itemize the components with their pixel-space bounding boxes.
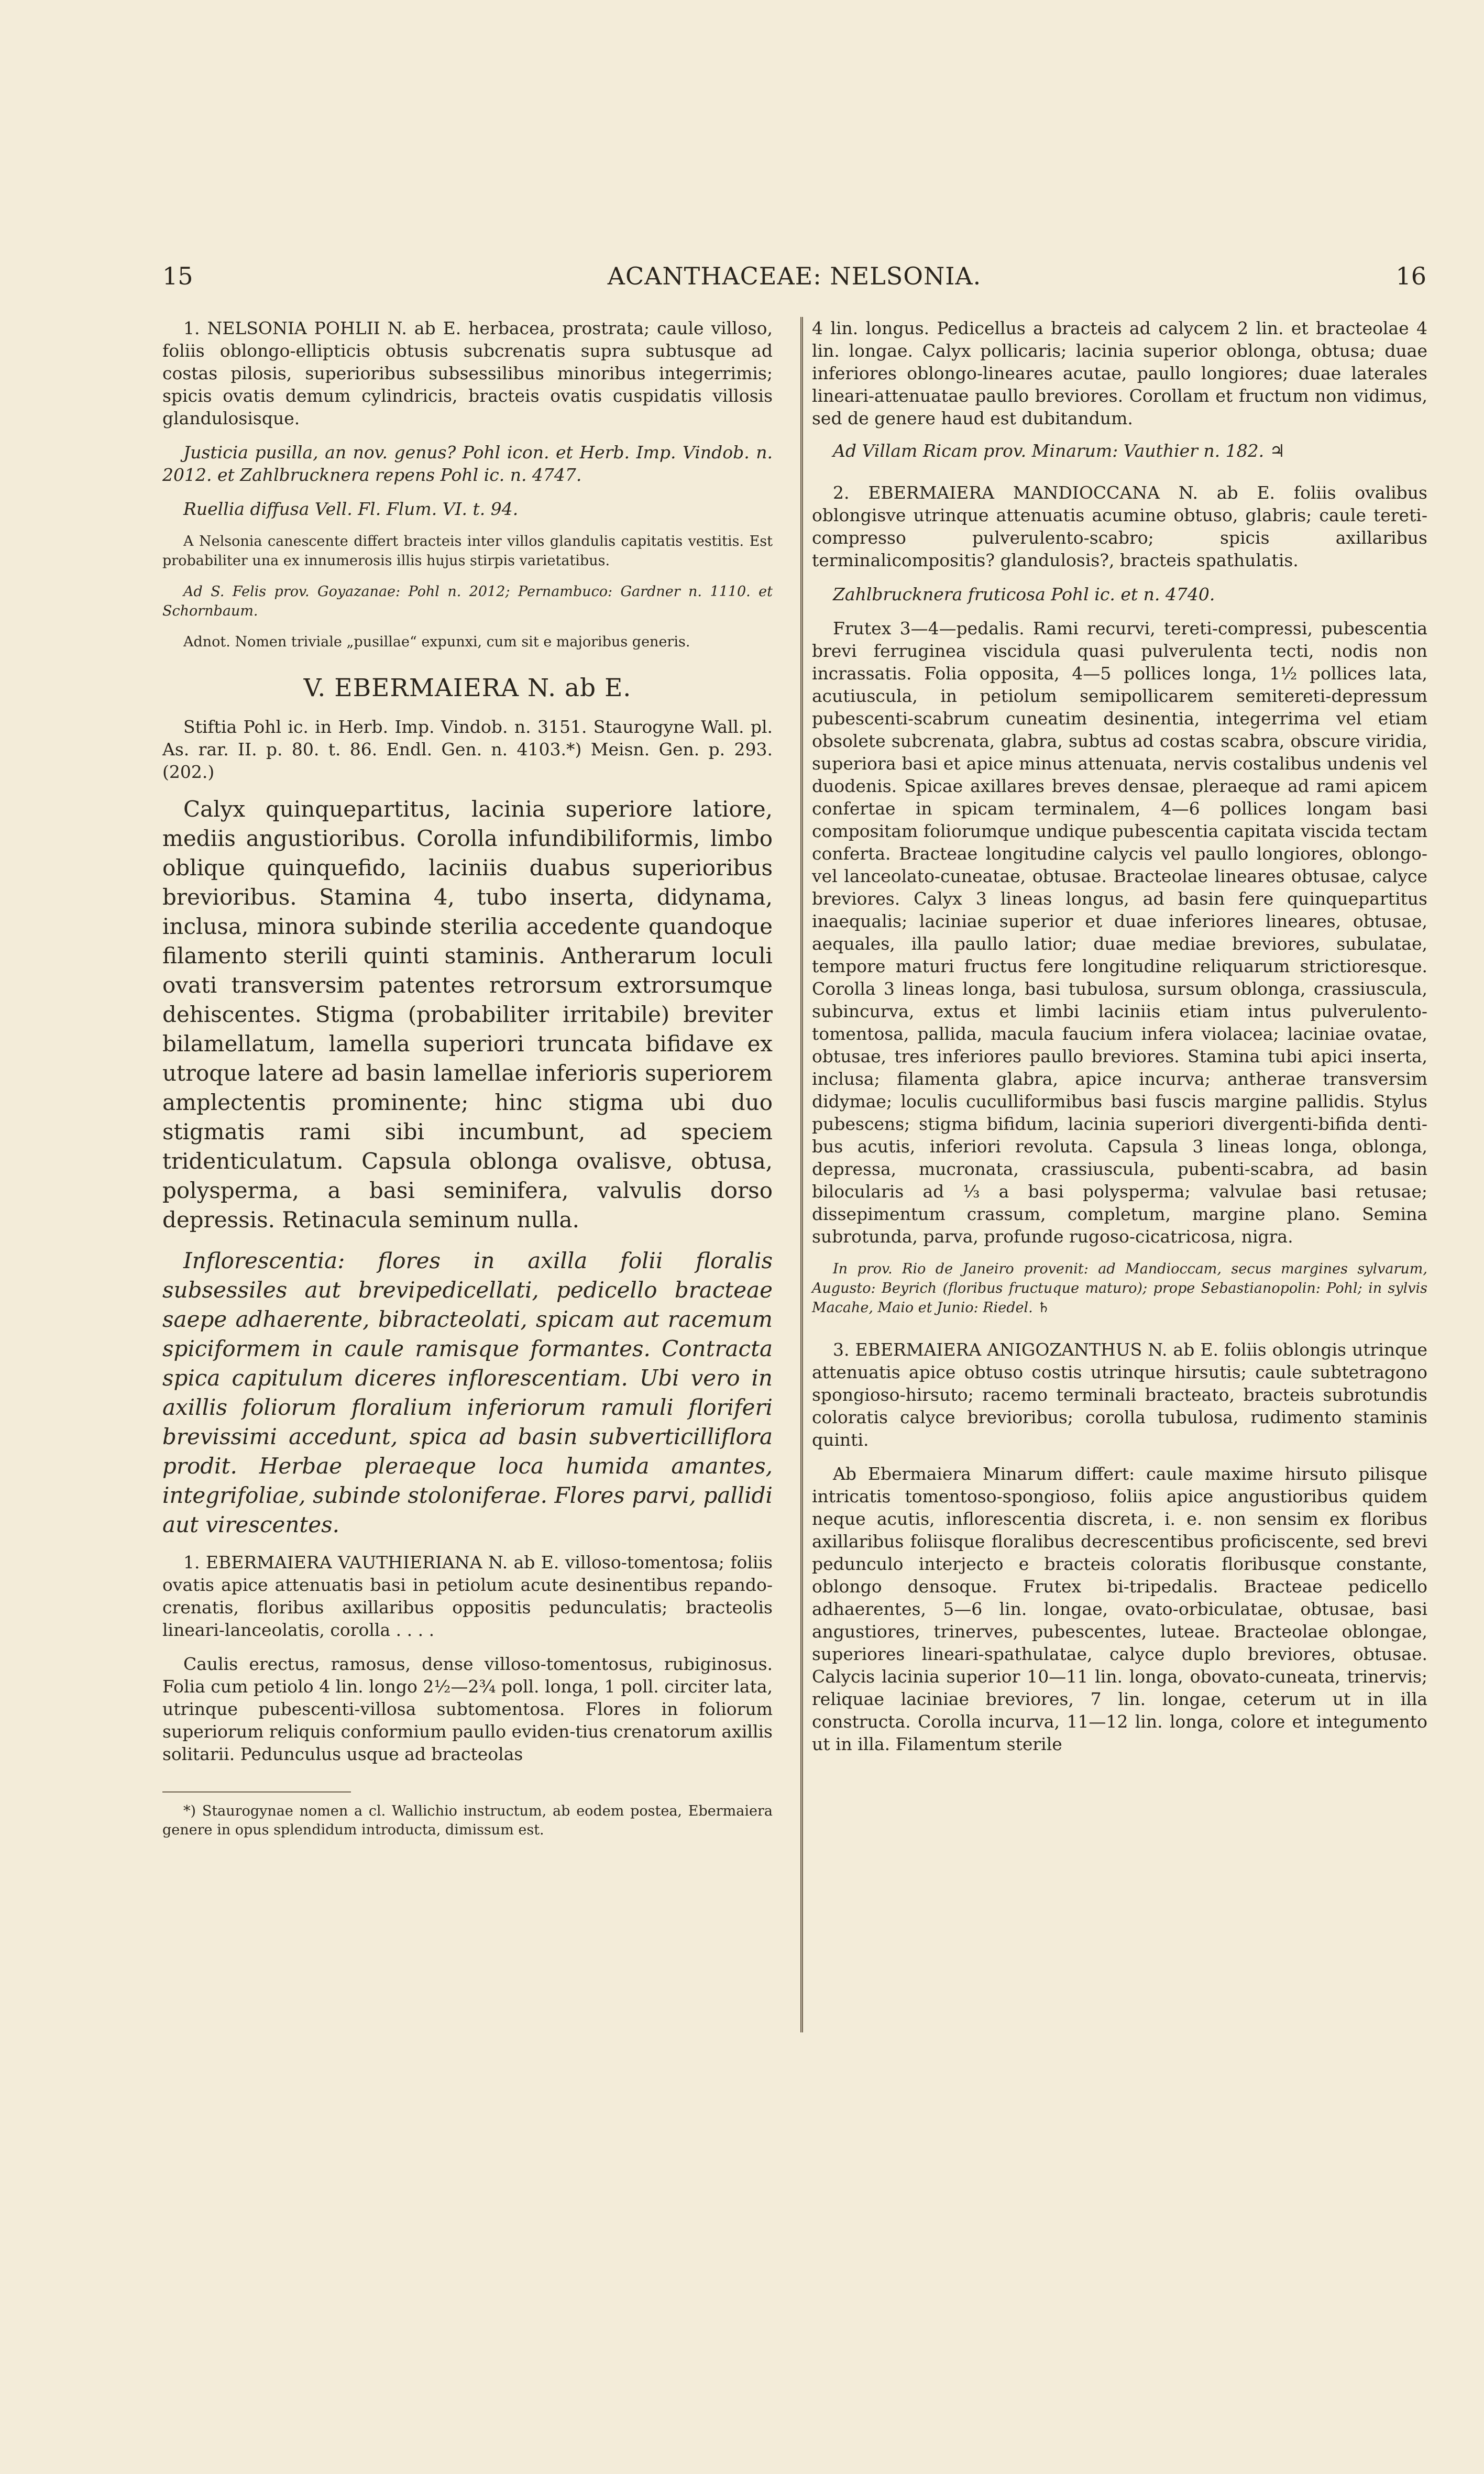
footnote: *) Staurogynae nomen a cl. Wallichio instructum, ab eodem postea, Ebermaiera genere in opus splendidum introducta, dimissum est. — [162, 1803, 773, 1838]
species-mandioccana: 2. EBERMAIERA MANDIOCCANA N. ab E. foliis ovalibus oblongisve utrinque attenuatis acumine obtuso, glabris; caule tereti-compresso pulverulento-scabro; spicis axillaribus terminalicompositis? glandulosis?, bracteis spathulatis. — [812, 482, 1427, 570]
genus-description: Calyx quinquepartitus, lacinia superiore latiore, mediis angustioribus. Corolla infundibiliformis, limbo oblique quinquefido, laciniis duabus superioribus brevioribus. Stamina 4, tubo inserta, didynama, inclusa, minora subinde sterilia accedente quandoque filamento sterili quinti staminis. Antherarum loculi ovati transversim patentes retrorsum extrorsumque dehiscentes. Stigma (probabiliter irritabile) breviter bilamellatum, lamella superiori truncata bifidave ex utroque latere ad basin lamellae inferioris superiorem amplectentis prominente; hinc stigma ubi duo stigmatis rami sibi incumbunt, ad speciem tridenticulatum. Capsula oblonga ovalisve, obtusa, polysperma, a basi seminifera, valvulis dorso depressis. Retinacula seminum nulla. — [162, 796, 773, 1233]
species-anigozanthus-description: Ab Ebermaiera Minarum differt: caule maxime hirsuto pilisque intricatis tomentoso-spongioso, foliis apice angustioribus quidem neque acutis, inflorescentia discreta, i. e. non sensim ex floribus axillaribus foliisque floralibus decrescentibus proficiscente, sed brevi pedunculo interjecto e bracteis coloratis floribusque constante, oblongo densoque. Frutex bi-tripedalis. Bracteae pedicello adhaerentes, 5—6 lin. longae, ovato-orbiculatae, obtusae, basi angustiores, trinerves, pubescentes, luteae. Bracteolae oblongae, superiores lineari-spathulatae, calyce duplo breviores, obtusae. Calycis lacinia superior 10—11 lin. longa, obovato-cuneata, trinervis; reliquae laciniae breviores, 7 lin. longae, ceterum ut in illa constructa. Corolla incurva, 11—12 lin. longa, colore et integumento ut in illa. Filamentum sterile — [812, 1464, 1427, 1754]
genus-heading: V. EBERMAIERA N. ab E. — [303, 674, 632, 702]
right-column — [812, 317, 1427, 1767]
synonym-zahlbrucknera: Zahlbrucknera fruticosa Pohl ic. et n. 4740. — [833, 584, 1215, 604]
locality-nelsonia: Ad S. Felis prov. Goyazanae: Pohl n. 2012; Pernambuco: Gardner n. 1110. et Schornbaum. — [162, 584, 773, 619]
page-number-right: 16 — [1395, 262, 1426, 290]
locality-mandioccana: In prov. Rio de Janeiro provenit: ad Mandioccam, secus margines sylvarum, Augusto: Beyrich (floribus fructuque maturo); prope Sebastianopolin: Pohl; in sylvis Macahe, Maio et Junio: Riedel. ♄ — [812, 1261, 1427, 1316]
species-mandioccana-description: Frutex 3—4—pedalis. Rami recurvi, tereti-compressi, pubescentia brevi ferruginea viscidula quasi pulverulenta tecti, nodis non incrassatis. Folia opposita, 4—5 pollices longa, 1½ pollices lata, acutiuscula, in petiolum semipollicarem semitereti-depressum pubescenti-scabrum cuneatim desinentia, integerrima vel etiam obsolete subcrenata, glabra, subtus ad costas scabra, obscure viridia, superiora basi et apice minus attenuata, nervis costalibus undenis vel duodenis. Spicae axillares breves densae, pleraeque ad rami apicem confertae in spicam terminalem, 4—6 pollices longam basi compositam foliorumque undique pubescentia capitata viscida tectam conferta. Bracteae longitudine calycis vel paullo longiores, oblongo-vel lanceolato-cuneatae, obtusae. Bracteolae lineares obtusae, calyce breviores. Calyx 3 lineas longus, ad basin fere quinquepartitus inaequalis; laciniae superior et duae inferiores lineares, obtusae, aequales, illa paullo latior; duae mediae breviores, subulatae, tempore maturi fructus fere longitudine reliquarum strictioresque. Corolla 3 lineas longa, basi tubulosa, sursum oblonga, crassiuscula, subincurva, extus et limbi laciniis etiam intus pulverulento-tomentosa, pallida, macula faucium infera violacea; laciniae ovatae, obtusae, tres inferiores paullo breviores. Stamina tubi apici inserta, inclusa; filamenta glabra, apice incurva; antherae transversim didymae; loculis cuculliformibus basi fuscis margine pallidis. Stylus pubescens; stigma bifidum, lacinia superiori divergenti-bifida denti-bus acutis, inferiori revoluta. Capsula 3 lineas longa, oblonga, depressa, mucronata, crassiuscula, pubenti-scabra, ad basin bilocularis ad ⅓ a basi polysperma; valvulae basi retusae; dissepimentum crassum, completum, margine plano. Semina subrotunda, parva, profunde rugoso-cicatricosa, nigra. — [812, 618, 1427, 1247]
genus-synonyms: Stiftia Pohl ic. in Herb. Imp. Vindob. n. 3151. Staurogyne Wall. pl. As. rar. II. p. 80. t. 86. Endl. Gen. n. 4103.*) Meisn. Gen. p. 293. (202.) — [162, 717, 773, 782]
species-vauthieriana: 1. EBERMAIERA VAUTHIERIANA N. ab E. villoso-tomentosa; foliis ovatis apice attenuatis basi in petiolum acute desinentibus repando-crenatis, floribus axillaribus oppositis pedunculatis; bracteolis lineari-lanceolatis, corolla . . . . — [162, 1552, 773, 1640]
page-number-left: 15 — [162, 262, 193, 290]
vauthieriana-continued: 4 lin. longus. Pedicellus a bracteis ad calycem 2 lin. et bracteolae 4 lin. longae. Calyx pollicaris; lacinia superior oblonga, obtusa; duae inferiores oblongo-lineares acutae, paullo longiores; duae laterales lineari-attenuatae paullo breviores. Corollam et fructum non vidimus, sed de genere haud est dubitandum. — [812, 318, 1427, 428]
inflorescence-description: Inflorescentia: flores in axilla folii floralis subsessiles aut brevipedicellati, pedicello bracteae saepe adhaerente, bibracteolati, spicam aut racemum spiciformem in caule ramisque formantes. Contracta spica capitulum diceres inflorescentiam. Ubi vero in axillis foliorum floralium inferiorum ramuli floriferi brevissimi accedunt, spica ad basin subverticilliflora prodit. Herbae pleraeque loca humida amantes, integrifoliae, subinde stoloniferae. Flores parvi, pallidi aut virescentes. — [162, 1248, 773, 1537]
page-header — [162, 262, 1426, 299]
left-column — [162, 317, 773, 1851]
locality-vauthieriana: Ad Villam Ricam prov. Minarum: Vauthier n. 182. ♃ — [833, 441, 1285, 461]
note-nelsonia: A Nelsonia canescente differt bracteis inter villos glandulis capitatis vestitis. Est probabiliter una ex innumerosis illis hujus stirpis varietatibus. — [162, 533, 773, 569]
column-divider — [800, 317, 803, 2032]
synonym-justicia: Justicia pusilla, an nov. genus? Pohl icon. et Herb. Imp. Vindob. n. 2012. et Zahlbrucknera repens Pohl ic. n. 4747. — [162, 442, 773, 485]
species-nelsonia-pohlii: 1. NELSONIA POHLII N. ab E. herbacea, prostrata; caule villoso, foliis oblongo-ellipticis obtusis subcrenatis supra subtusque ad costas pilosis, superioribus subsessilibus minoribus integerrimis; spicis ovatis demum cylindricis, bracteis ovatis cuspidatis villosis glandulosisque. — [162, 318, 773, 428]
adnotatio: Adnot. Nomen triviale „pusillae“ expunxi, cum sit e majoribus generis. — [183, 634, 690, 650]
running-title: ACANTHACEAE: NELSONIA. — [607, 262, 982, 290]
synonym-ruellia: Ruellia diffusa Vell. Fl. Flum. VI. t. 94. — [183, 499, 519, 519]
species-anigozanthus: 3. EBERMAIERA ANIGOZANTHUS N. ab E. foliis oblongis utrinque attenuatis apice obtuso costis utrinque hirsutis; caule subtetragono spongioso-hirsuto; racemo terminali bracteato, bracteis subrotundis coloratis calyce brevioribus; corolla tubulosa, rudimento staminis quinti. — [812, 1339, 1427, 1450]
species-vauthieriana-description: Caulis erectus, ramosus, dense villoso-tomentosus, rubiginosus. Folia cum petiolo 4 lin. longo 2½—2¾ poll. longa, 1 poll. circiter lata, utrinque pubescenti-villosa subtomentosa. Flores in foliorum superiorum reliquis conformium paullo eviden-tius crenatorum axillis solitarii. Pedunculus usque ad bracteolas — [162, 1654, 773, 1764]
footnote-rule — [162, 1791, 351, 1793]
